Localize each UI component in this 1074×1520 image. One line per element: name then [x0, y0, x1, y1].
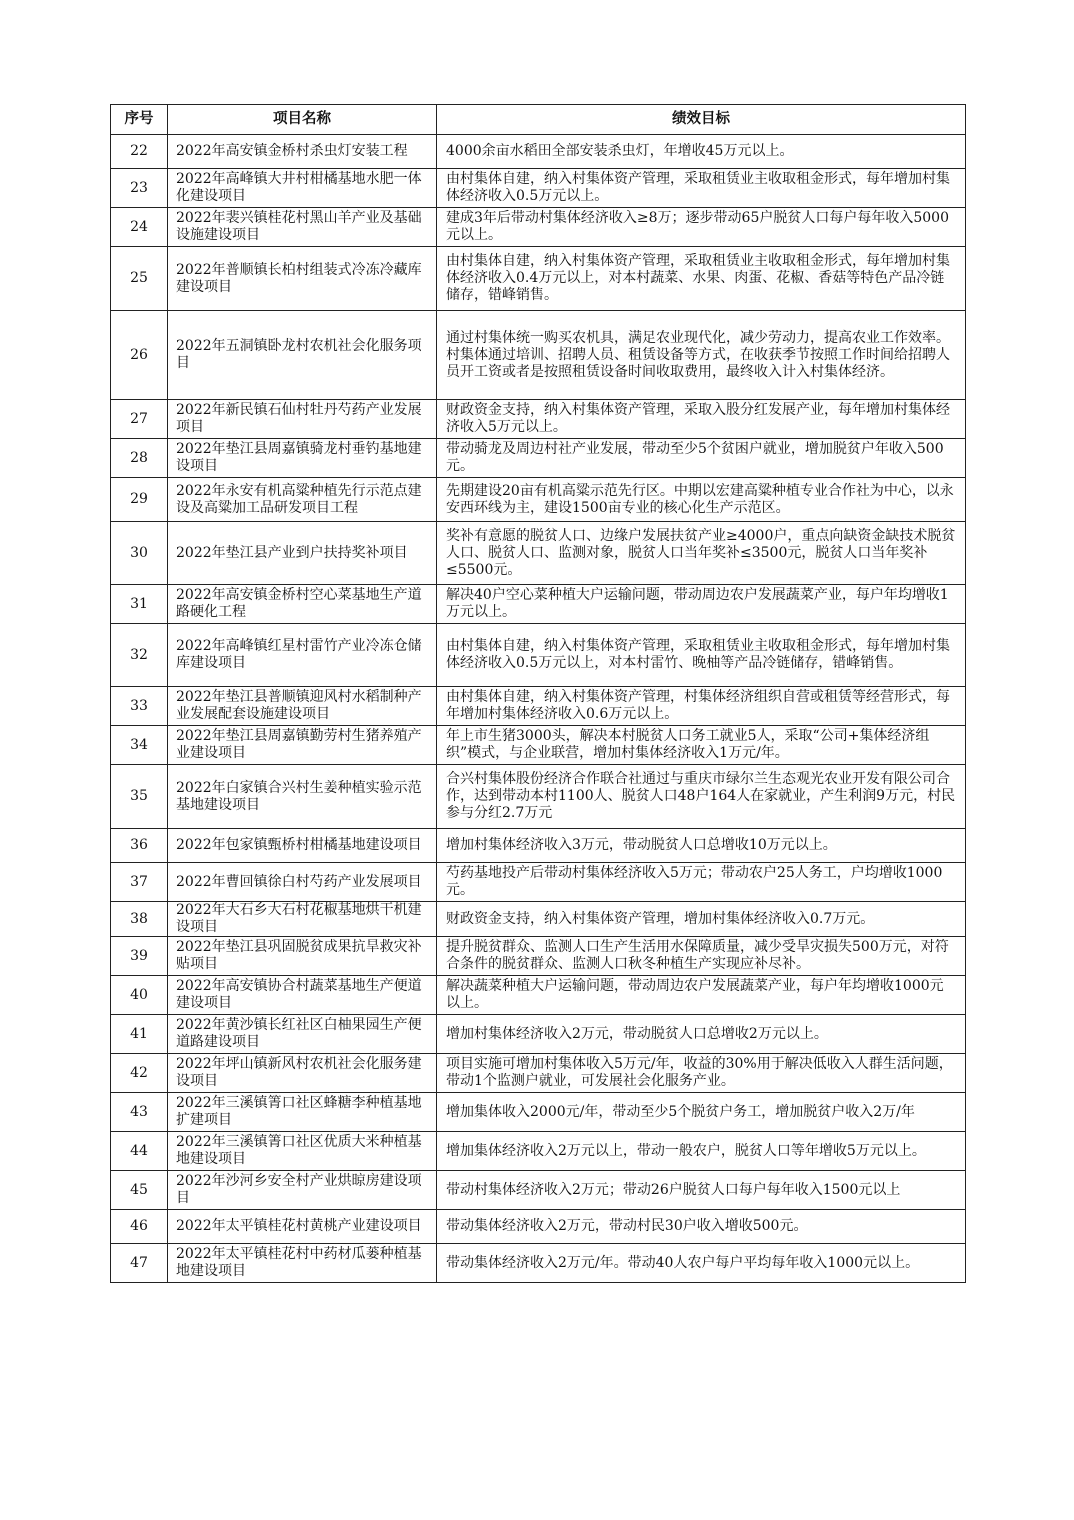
project-name: 2022年五洞镇卧龙村农机社会化服务项目 — [168, 311, 437, 400]
row-number: 37 — [111, 863, 168, 902]
project-name: 2022年沙河乡安全村产业烘晾房建设项目 — [168, 1171, 437, 1210]
row-number: 30 — [111, 522, 168, 585]
project-name: 2022年太平镇桂花村黄桃产业建设项目 — [168, 1210, 437, 1244]
row-number: 23 — [111, 169, 168, 208]
performance-goal: 财政资金支持，纳入村集体资产管理，采取入股分红发展产业，每年增加村集体经济收入5万元以上。 — [437, 400, 966, 439]
performance-goal: 芍药基地投产后带动村集体经济收入5万元；带动农户25人务工，户均增收1000元。 — [437, 863, 966, 902]
table-row — [111, 902, 966, 937]
performance-goal: 带动集体经济收入2万元，带动村民30户收入增收500元。 — [437, 1210, 966, 1244]
row-number: 46 — [111, 1210, 168, 1244]
project-name: 2022年普顺镇长柏村组装式冷冻冷藏库建设项目 — [168, 247, 437, 311]
table-row — [111, 478, 966, 522]
table-row — [111, 976, 966, 1015]
project-name: 2022年永安有机高粱种植先行示范点建设及高粱加工品研发项目工程 — [168, 478, 437, 522]
table-row — [111, 522, 966, 585]
row-number: 27 — [111, 400, 168, 439]
document-page — [110, 104, 965, 1283]
project-name: 2022年坪山镇新风村农机社会化服务建设项目 — [168, 1054, 437, 1093]
performance-goal: 由村集体自建，纳入村集体资产管理，采取租赁业主收取租金形式，每年增加村集体经济收入0.4万元以上，对本村蔬菜、水果、肉蛋、花椒、香菇等特色产品冷链储存，错峰销售。 — [437, 247, 966, 311]
project-name: 2022年白家镇合兴村生姜种植实验示范基地建设项目 — [168, 765, 437, 829]
performance-goal: 增加集体收入2000元/年，带动至少5个脱贫户务工，增加脱贫户收入2万/年 — [437, 1093, 966, 1132]
table-row — [111, 1054, 966, 1093]
row-number: 39 — [111, 937, 168, 976]
performance-goal: 带动村集体经济收入2万元；带动26户脱贫人口每户每年收入1500元以上 — [437, 1171, 966, 1210]
table-row — [111, 1093, 966, 1132]
table-row — [111, 687, 966, 726]
table-row — [111, 1210, 966, 1244]
project-name: 2022年高峰镇红星村雷竹产业冷冻仓储库建设项目 — [168, 624, 437, 687]
row-number: 40 — [111, 976, 168, 1015]
row-number: 44 — [111, 1132, 168, 1171]
performance-goal: 先期建设20亩有机高粱示范先行区。中期以宏建高粱种植专业合作社为中心，以永安西环线为主，建设1500亩专业的核心化生产示范区。 — [437, 478, 966, 522]
project-name: 2022年新民镇石仙村牡丹芍药产业发展项目 — [168, 400, 437, 439]
table-row — [111, 863, 966, 902]
project-name: 2022年垫江县产业到户扶持奖补项目 — [168, 522, 437, 585]
performance-goal: 财政资金支持，纳入村集体资产管理，增加村集体经济收入0.7万元。 — [437, 902, 966, 937]
table-row — [111, 1244, 966, 1283]
table-row — [111, 135, 966, 169]
project-name: 2022年大石乡大石村花椒基地烘干机建设项目 — [168, 902, 437, 937]
row-number: 26 — [111, 311, 168, 400]
table-row — [111, 1015, 966, 1054]
table-row — [111, 1132, 966, 1171]
table-row — [111, 169, 966, 208]
performance-goal: 通过村集体统一购买农机具，满足农业现代化，减少劳动力，提高农业工作效率。村集体通过培训、招聘人员、租赁设备等方式，在收获季节按照工作时间给招聘人员开工资或者是按照租赁设备时间收取费用，最终收入计入村集体经济。 — [437, 311, 966, 400]
project-name: 2022年包家镇甄桥村柑橘基地建设项目 — [168, 829, 437, 863]
table-row — [111, 624, 966, 687]
project-name: 2022年三溪镇箐口社区蜂糖李种植基地扩建项目 — [168, 1093, 437, 1132]
performance-goal: 带动集体经济收入2万元/年。带动40人农户每户平均每年收入1000元以上。 — [437, 1244, 966, 1283]
row-number: 47 — [111, 1244, 168, 1283]
performance-goal: 增加村集体经济收入3万元，带动脱贫人口总增收10万元以上。 — [437, 829, 966, 863]
table-body — [111, 135, 966, 1283]
performance-goal: 项目实施可增加村集体收入5万元/年，收益的30%用于解决低收入人群生活问题，带动1个监测户就业，可发展社会化服务产业。 — [437, 1054, 966, 1093]
table-row — [111, 208, 966, 247]
row-number: 31 — [111, 585, 168, 624]
row-number: 43 — [111, 1093, 168, 1132]
project-name: 2022年太平镇桂花村中药材瓜蒌种植基地建设项目 — [168, 1244, 437, 1283]
project-name: 2022年高安镇金桥村杀虫灯安装工程 — [168, 135, 437, 169]
performance-goal: 提升脱贫群众、监测人口生产生活用水保障质量，减少受旱灾损失500万元，对符合条件的脱贫群众、监测人口秋冬种植生产实现应补尽补。 — [437, 937, 966, 976]
performance-goal: 由村集体自建，纳入村集体资产管理，采取租赁业主收取租金形式，每年增加村集体经济收入0.5万元以上，对本村雷竹、晚柚等产品冷链储存，错峰销售。 — [437, 624, 966, 687]
performance-goal: 年上市生猪3000头，解决本村脱贫人口务工就业5人，采取“公司+集体经济组织”模式，与企业联营，增加村集体经济收入1万元/年。 — [437, 726, 966, 765]
row-number: 45 — [111, 1171, 168, 1210]
project-name: 2022年三溪镇箐口社区优质大米种植基地建设项目 — [168, 1132, 437, 1171]
performance-goal: 4000余亩水稻田全部安装杀虫灯，年增收45万元以上。 — [437, 135, 966, 169]
performance-goal: 解决蔬菜种植大户运输问题，带动周边农户发展蔬菜产业，每户年均增收1000元以上。 — [437, 976, 966, 1015]
table-row — [111, 726, 966, 765]
performance-goal: 由村集体自建，纳入村集体资产管理，村集体经济组织自营或租赁等经营形式，每年增加村集体经济收入0.6万元以上。 — [437, 687, 966, 726]
row-number: 24 — [111, 208, 168, 247]
project-name: 2022年高峰镇大井村柑橘基地水肥一体化建设项目 — [168, 169, 437, 208]
project-name: 2022年垫江县周嘉镇勤劳村生猪养殖产业建设项目 — [168, 726, 437, 765]
row-number: 33 — [111, 687, 168, 726]
performance-goal: 带动骑龙及周边村社产业发展，带动至少5个贫困户就业，增加脱贫户年收入500元。 — [437, 439, 966, 478]
project-name: 2022年裴兴镇桂花村黑山羊产业及基础设施建设项目 — [168, 208, 437, 247]
row-number: 22 — [111, 135, 168, 169]
row-number: 25 — [111, 247, 168, 311]
header-goal: 绩效目标 — [437, 105, 966, 135]
row-number: 32 — [111, 624, 168, 687]
table-row — [111, 439, 966, 478]
project-name: 2022年高安镇协合村蔬菜基地生产便道建设项目 — [168, 976, 437, 1015]
project-table — [110, 104, 966, 1283]
performance-goal: 由村集体自建，纳入村集体资产管理，采取租赁业主收取租金形式，每年增加村集体经济收入0.5万元以上。 — [437, 169, 966, 208]
table-row — [111, 585, 966, 624]
table-row — [111, 937, 966, 976]
row-number: 41 — [111, 1015, 168, 1054]
table-header-row — [111, 105, 966, 135]
performance-goal: 解决40户空心菜种植大户运输问题，带动周边农户发展蔬菜产业，每户年均增收1万元以上。 — [437, 585, 966, 624]
performance-goal: 增加村集体经济收入2万元，带动脱贫人口总增收2万元以上。 — [437, 1015, 966, 1054]
project-name: 2022年黄沙镇长红社区白柚果园生产便道路建设项目 — [168, 1015, 437, 1054]
header-no: 序号 — [111, 105, 168, 135]
performance-goal: 合兴村集体股份经济合作联合社通过与重庆市绿尔兰生态观光农业开发有限公司合作，达到带动本村1100人、脱贫人口48户164人在家就业，产生利润9万元，村民参与分红2.7万元 — [437, 765, 966, 829]
row-number: 34 — [111, 726, 168, 765]
row-number: 29 — [111, 478, 168, 522]
project-name: 2022年垫江县普顺镇迎风村水稻制种产业发展配套设施建设项目 — [168, 687, 437, 726]
row-number: 35 — [111, 765, 168, 829]
performance-goal: 增加集体经济收入2万元以上，带动一般农户，脱贫人口等年增收5万元以上。 — [437, 1132, 966, 1171]
table-row — [111, 311, 966, 400]
row-number: 36 — [111, 829, 168, 863]
performance-goal: 奖补有意愿的脱贫人口、边缘户发展扶贫产业≥4000户，重点向缺资金缺技术脱贫人口、脱贫人口、监测对象，脱贫人口当年奖补≤3500元，脱贫人口当年奖补≤5500元。 — [437, 522, 966, 585]
row-number: 42 — [111, 1054, 168, 1093]
table-row — [111, 765, 966, 829]
performance-goal: 建成3年后带动村集体经济收入≥8万；逐步带动65户脱贫人口每户每年收入5000元以上。 — [437, 208, 966, 247]
project-name: 2022年高安镇金桥村空心菜基地生产道路硬化工程 — [168, 585, 437, 624]
project-name: 2022年垫江县巩固脱贫成果抗旱救灾补贴项目 — [168, 937, 437, 976]
project-name: 2022年垫江县周嘉镇骑龙村垂钓基地建设项目 — [168, 439, 437, 478]
project-name: 2022年曹回镇徐白村芍药产业发展项目 — [168, 863, 437, 902]
table-row — [111, 247, 966, 311]
row-number: 38 — [111, 902, 168, 937]
table-row — [111, 400, 966, 439]
table-row — [111, 829, 966, 863]
row-number: 28 — [111, 439, 168, 478]
header-name: 项目名称 — [168, 105, 437, 135]
table-row — [111, 1171, 966, 1210]
